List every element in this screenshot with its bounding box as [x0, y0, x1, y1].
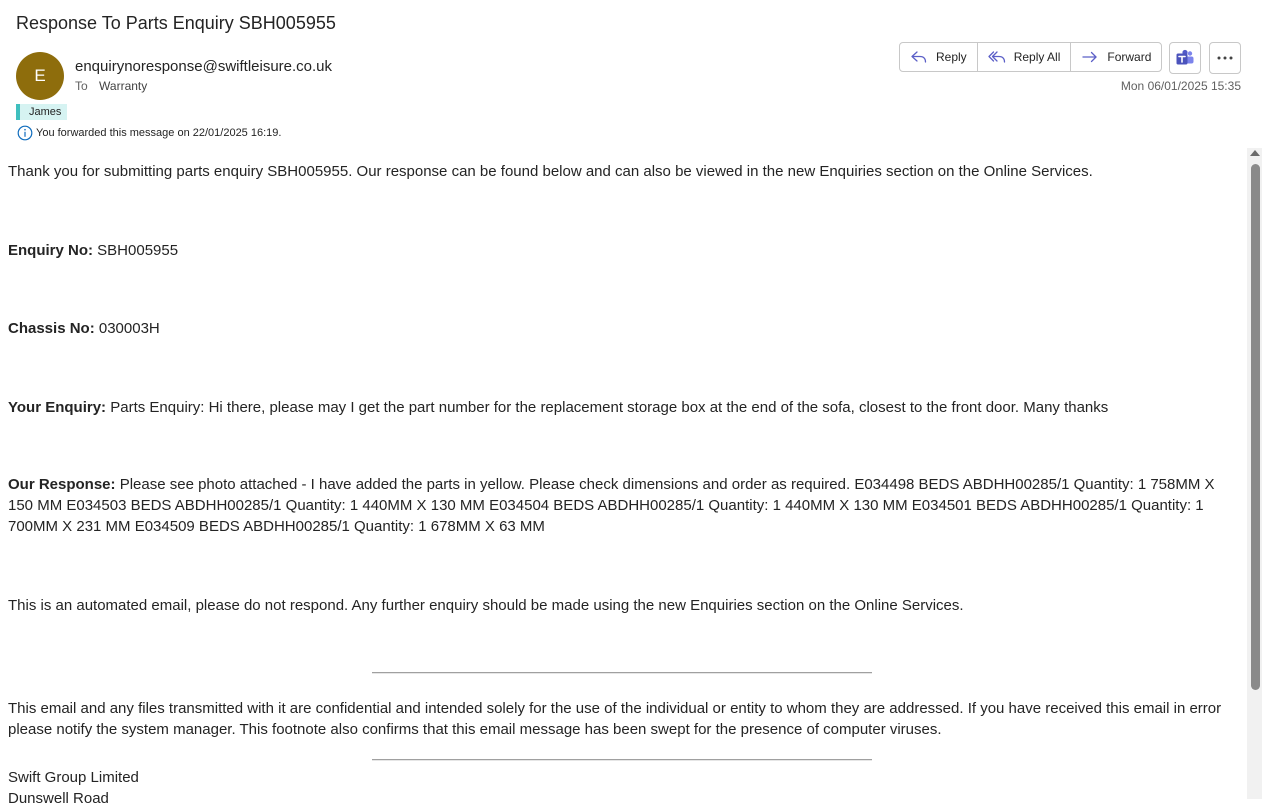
reply-all-icon: [988, 49, 1006, 65]
message-actions-group: [899, 42, 1162, 72]
email-subject: Response To Parts Enquiry SBH005955: [16, 13, 336, 33]
your-enquiry-label: Your Enquiry:: [8, 399, 107, 416]
divider-top: [372, 672, 872, 674]
chassis-no-value: 030003H: [94, 320, 160, 337]
more-options-icon: [1216, 55, 1234, 61]
scroll-up-arrow-icon[interactable]: [1250, 150, 1260, 156]
enquiry-no-label: Enquiry No:: [8, 242, 93, 259]
sender-email[interactable]: enquirynoresponse@swiftleisure.co.uk: [75, 58, 333, 75]
received-date: Mon 06/01/2025 15:35: [1120, 79, 1241, 93]
automated-notice: This is an automated email, please do not respond. Any further enquiry should be made using the new Enquiries section on the Online Services.: [8, 597, 964, 614]
teams-button[interactable]: [1169, 42, 1201, 74]
reply-icon: [910, 49, 928, 65]
forward-label: Forward: [1107, 50, 1152, 64]
your-enquiry-line: [8, 397, 1108, 418]
reply-all-label: Reply All: [1013, 50, 1061, 64]
to-label: To: [75, 79, 88, 93]
chassis-no-label: Chassis No:: [8, 320, 95, 337]
our-response-value: Please see photo attached - I have added the parts in yellow. Please check dimensions and order as required. E034498 BEDS ABDHH00285/1 Quantity: 1 758MM X 150 MM E034503 BEDS ABDHH00285/1 Quantity: 1 440MM X 130 MM E034504 BEDS ABDHH00285/1 Quantity: 1 440MM X 130 MM E034501 BEDS ABDHH00285/1 Quantity: 1 700MM X 231 MM E034509 BEDS ABDHH00285/1 Quantity: 1 678MM X 63 MM: [8, 476, 1215, 535]
body-intro: Thank you for submitting parts enquiry SBH005955. Our response can be found below and can also be viewed in the new Enquiries section on the Online Services.: [8, 163, 1093, 180]
forward-info-bar: [17, 125, 281, 141]
category-tag[interactable]: James: [16, 104, 67, 120]
reply-label: Reply: [936, 50, 967, 64]
more-options-button[interactable]: [1209, 42, 1241, 74]
company-name: Swift Group Limited: [8, 769, 139, 786]
your-enquiry-value: Parts Enquiry: Hi there, please may I get the part number for the replacement storage box at the end of the sofa, closest to the front door. Many thanks: [106, 399, 1109, 416]
enquiry-no-line: [8, 240, 178, 261]
sender-avatar[interactable]: E: [16, 52, 64, 100]
enquiry-no-value: SBH005955: [93, 242, 179, 259]
info-icon: [17, 125, 33, 141]
reply-all-button[interactable]: [978, 43, 1072, 71]
scrollbar-thumb[interactable]: [1251, 164, 1260, 690]
forward-icon: [1081, 49, 1099, 65]
recipient-warranty[interactable]: Warranty: [99, 79, 148, 93]
divider-bottom: [372, 759, 872, 761]
our-response-line: [8, 474, 1240, 537]
address-line: Dunswell Road: [8, 790, 109, 807]
recipients-row: [75, 79, 147, 93]
our-response-label: Our Response:: [8, 476, 116, 493]
forward-info-text: You forwarded this message on 22/01/2025 16:19.: [36, 127, 282, 139]
chassis-no-line: [8, 318, 160, 339]
disclaimer-text: This email and any files transmitted with it are confidential and intended solely for the use of the individual or entity to whom they are addressed. If you have received this email in error please notify the system manager. This footnote also confirms that this email message has been swept for the presence of computer viruses.: [8, 700, 1222, 738]
teams-icon: [1175, 48, 1195, 68]
reply-button[interactable]: [900, 43, 978, 71]
forward-button[interactable]: [1071, 43, 1161, 71]
